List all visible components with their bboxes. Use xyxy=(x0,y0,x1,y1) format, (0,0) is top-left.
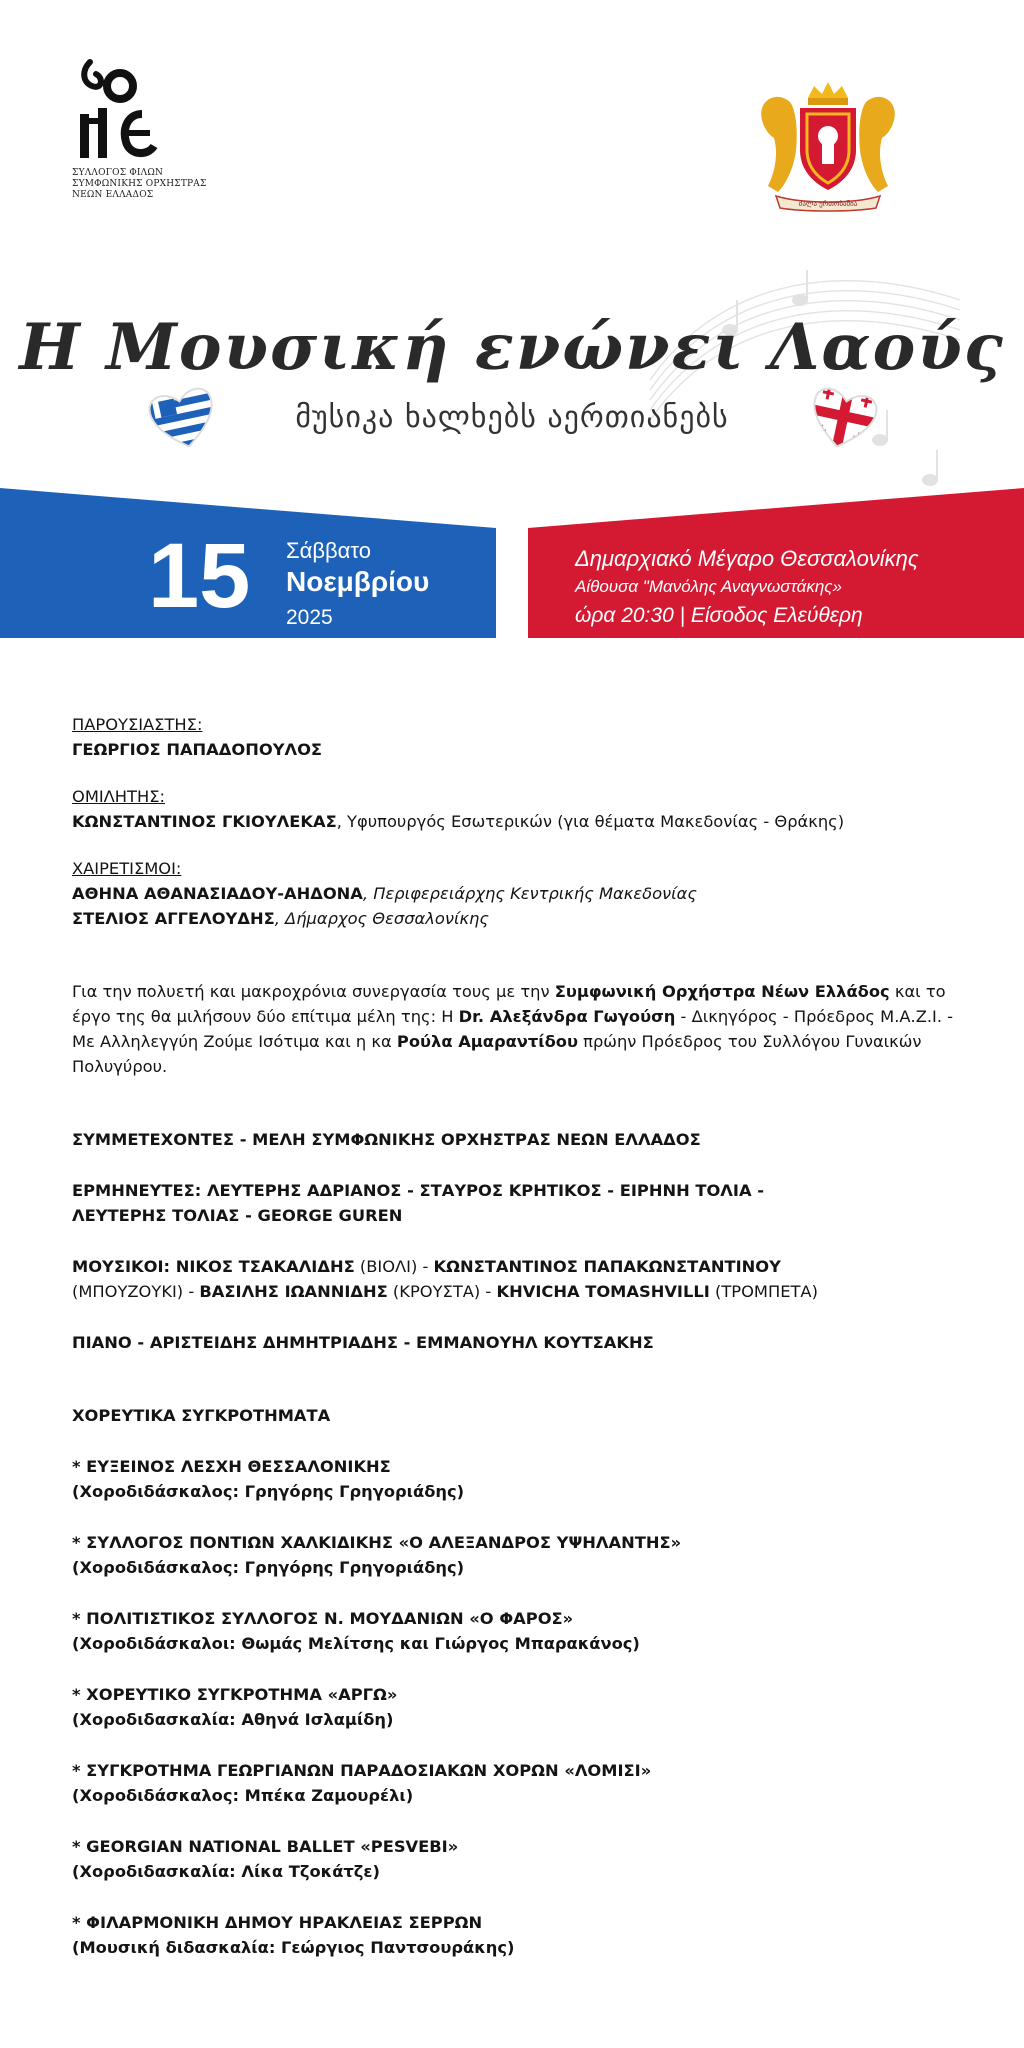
dance-group-teacher: (Χοροδιδασκαλία: Αθηνά Ισλαμίδη) xyxy=(72,1710,394,1729)
musician-instrument: (ΚΡΟΥΣΤΑ) - xyxy=(387,1282,497,1301)
greek-flag-heart-icon xyxy=(148,385,218,451)
dance-group-teacher: (Χοροδιδάσκαλος: Γρηγόρης Γρηγοριάδης) xyxy=(72,1482,465,1501)
venue-time-entry: ώρα 20:30 | Είσοδος Ελεύθερη xyxy=(575,604,863,627)
date-day-number: 15 xyxy=(148,525,251,627)
date-weekday: Σάββατο xyxy=(286,538,371,563)
collab-text: - Δικηγόρος - Πρόεδρος Μ.Α.Ζ.Ι. - Με Αλληλεγγύη Ζούμε Ισότιμα και η κα xyxy=(72,1007,954,1051)
date-month: Νοεμβρίου xyxy=(286,566,430,597)
event-title: Η Μουσική ενώνει Λαούς xyxy=(19,310,1005,385)
georgia-coat-of-arms-icon xyxy=(752,80,904,212)
program-content xyxy=(72,712,972,1960)
dance-group-name: * ΣΥΛΛΟΓΟΣ ΠΟΝΤΙΩΝ ΧΑΛΚΙΔΙΚΗΣ «Ο ΑΛΕΞΑΝΔΡΟΣ ΥΨΗΛΑΝΤΗΣ» xyxy=(72,1533,682,1552)
dance-group-teacher: (Χοροδιδάσκαλοι: Θωμάς Μελίτσης και Γιώργος Μπαρακάνος) xyxy=(72,1634,640,1653)
collab-text: πρώην Πρόεδρος του Συλλόγου Γυναικών Πολυγύρου. xyxy=(72,1032,922,1076)
greetings-label: ΧΑΙΡΕΤΙΣΜΟΙ: xyxy=(72,859,182,878)
speaker-line xyxy=(72,809,972,834)
musician-instrument: (ΒΙΟΛΙ) - xyxy=(354,1257,434,1276)
venue-hall: Αίθουσα "Μανόλης Αναγνωστάκης» xyxy=(575,577,843,596)
participants-heading: ΣΥΜΜΕΤΕΧΟΝΤΕΣ - ΜΕΛΗ ΣΥΜΦΩΝΙΚΗΣ ΟΡΧΗΣΤΡΑΣ ΝΕΩΝ ΕΛΛΑΔΟΣ xyxy=(72,1130,701,1149)
piano-line: ΠΙΑΝΟ - ΑΡΙΣΤΕΙΔΗΣ ΔΗΜΗΤΡΙΑΔΗΣ - ΕΜΜΑΝΟΥΗΛ ΚΟΥΤΣΑΚΗΣ xyxy=(72,1333,654,1352)
greeting-name: ΑΘΗΝΑ ΑΘΑΝΑΣΙΑΔΟΥ-ΑΗΔΟΝΑ xyxy=(72,884,363,903)
musician-name: ΚΩΝΣΤΑΝΤΙΝΟΣ ΠΑΠΑΚΩΝΣΤΑΝΤΙΝΟΥ xyxy=(433,1257,781,1276)
dance-group-name: * GEORGIAN NATIONAL BALLET «PESVEBI» xyxy=(72,1837,459,1856)
greeting-role: , Περιφερειάρχης Κεντρικής Μακεδονίας xyxy=(362,884,697,903)
musician-instrument: (ΜΠΟΥΖΟΥΚΙ) - xyxy=(72,1282,200,1301)
orchestra-logo-mark-icon xyxy=(72,56,162,166)
performers-line: ΛΕΥΤΕΡΗΣ ΤΟΛΙΑΣ - GEORGE GUREN xyxy=(72,1206,403,1225)
dance-group-name: * ΦΙΛΑΡΜΟΝΙΚΗ ΔΗΜΟΥ ΗΡΑΚΛΕΙΑΣ ΣΕΡΡΩΝ xyxy=(72,1913,483,1932)
honorary-member-2: Ρούλα Αμαραντίδου xyxy=(396,1032,578,1051)
presenter-name: ΓΕΩΡΓΙΟΣ ΠΑΠΑΔΟΠΟΥΛΟΣ xyxy=(72,740,323,759)
speaker-role: , Υφυπουργός Εσωτερικών (για θέματα Μακεδονίας - Θράκης) xyxy=(336,812,845,831)
collab-text: Για την πολυετή και μακροχρόνια συνεργασία τους με την xyxy=(72,982,555,1001)
dance-group-teacher: (Χοροδιδάσκαλος: Μπέκα Ζαμουρέλι) xyxy=(72,1786,414,1805)
musicians-list xyxy=(72,1254,972,1304)
logo-line-1: ΣΥΛΛΟΓΟΣ ΦΙΛΩΝ xyxy=(72,168,164,178)
musician-name: ΝΙΚΟΣ ΤΣΑΚΑΛΙΔΗΣ xyxy=(175,1257,355,1276)
orchestra-name: Συμφωνική Ορχήστρα Νέων Ελλάδος xyxy=(554,982,890,1001)
event-subtitle-georgian: მუსიკა ხალხებს აერთიანებს xyxy=(295,400,729,435)
honorary-member-1: Dr. Αλεξάνδρα Γωγούση xyxy=(458,1007,676,1026)
logo-line-3: ΝΕΩΝ ΕΛΛΑΔΟΣ xyxy=(72,190,154,200)
musician-instrument: (ΤΡΟΜΠΕΤΑ) xyxy=(709,1282,818,1301)
collab-text: και το έργο της θα μιλήσουν δύο επίτιμα μέλη της: Η xyxy=(72,982,946,1026)
svg-text:ძალა ერთობაშია: ძალა ერთობაშია xyxy=(798,200,858,208)
speaker-name: ΚΩΝΣΤΑΝΤΙΝΟΣ ΓΚΙΟΥΛΕΚΑΣ xyxy=(72,812,337,831)
greeting-item xyxy=(72,881,972,906)
greeting-item xyxy=(72,906,972,931)
dance-group-teacher: (Χοροδιδάσκαλος: Γρηγόρης Γρηγοριάδης) xyxy=(72,1558,465,1577)
dance-group-name: * ΠΟΛΙΤΙΣΤΙΚΟΣ ΣΥΛΛΟΓΟΣ Ν. ΜΟΥΔΑΝΙΩΝ «Ο ΦΑΡΟΣ» xyxy=(72,1609,574,1628)
performers-line: ΕΡΜΗΝΕΥΤΕΣ: ΛΕΥΤΕΡΗΣ ΑΔΡΙΑΝΟΣ - ΣΤΑΥΡΟΣ ΚΡΗΤΙΚΟΣ - ΕΙΡΗΝΗ ΤΟΛΙΑ - xyxy=(72,1181,764,1200)
greeting-name: ΣΤΕΛΙΟΣ ΑΓΓΕΛΟΥΔΗΣ xyxy=(72,909,275,928)
organization-logo xyxy=(72,56,252,201)
logo-line-2: ΣΥΜΦΩΝΙΚΗΣ ΟΡΧΗΣΤΡΑΣ xyxy=(72,179,207,189)
dance-group-teacher: (Μουσική διδασκαλία: Γεώργιος Παντσουράκης) xyxy=(72,1938,515,1957)
collaboration-paragraph xyxy=(72,979,972,1079)
musician-name: KHVICHA TOMASHVILLI xyxy=(496,1282,710,1301)
dance-group-name: * ΧΟΡΕΥΤΙΚΟ ΣΥΓΚΡΟΤΗΜΑ «ΑΡΓΩ» xyxy=(72,1685,398,1704)
dance-groups-heading: ΧΟΡΕΥΤΙΚΑ ΣΥΓΚΡΟΤΗΜΑΤΑ xyxy=(72,1406,331,1425)
georgian-flag-heart-icon xyxy=(808,385,878,451)
speaker-label: ΟΜΙΛΗΤΗΣ: xyxy=(72,787,166,806)
musician-name: ΒΑΣΙΛΗΣ ΙΩΑΝΝΙΔΗΣ xyxy=(199,1282,388,1301)
presenter-label: ΠΑΡΟΥΣΙΑΣΤΗΣ: xyxy=(72,715,203,734)
venue-name: Δημαρχιακό Μέγαρο Θεσσαλονίκης xyxy=(575,546,919,571)
musicians-label: ΜΟΥΣΙΚΟΙ: xyxy=(72,1257,176,1276)
dance-group-teacher: (Χοροδιδασκαλία: Λίκα Τζοκάτζε) xyxy=(72,1862,380,1881)
date-year: 2025 xyxy=(286,606,333,629)
dance-group-name: * ΣΥΓΚΡΟΤΗΜΑ ΓΕΩΡΓΙΑΝΩΝ ΠΑΡΑΔΟΣΙΑΚΩΝ ΧΟΡΩΝ «ΛΟΜΙΣΙ» xyxy=(72,1761,652,1780)
greeting-role: , Δήμαρχος Θεσσαλονίκης xyxy=(274,909,489,928)
dance-group-name: * ΕΥΞΕΙΝΟΣ ΛΕΣΧΗ ΘΕΣΣΑΛΟΝΙΚΗΣ xyxy=(72,1457,391,1476)
